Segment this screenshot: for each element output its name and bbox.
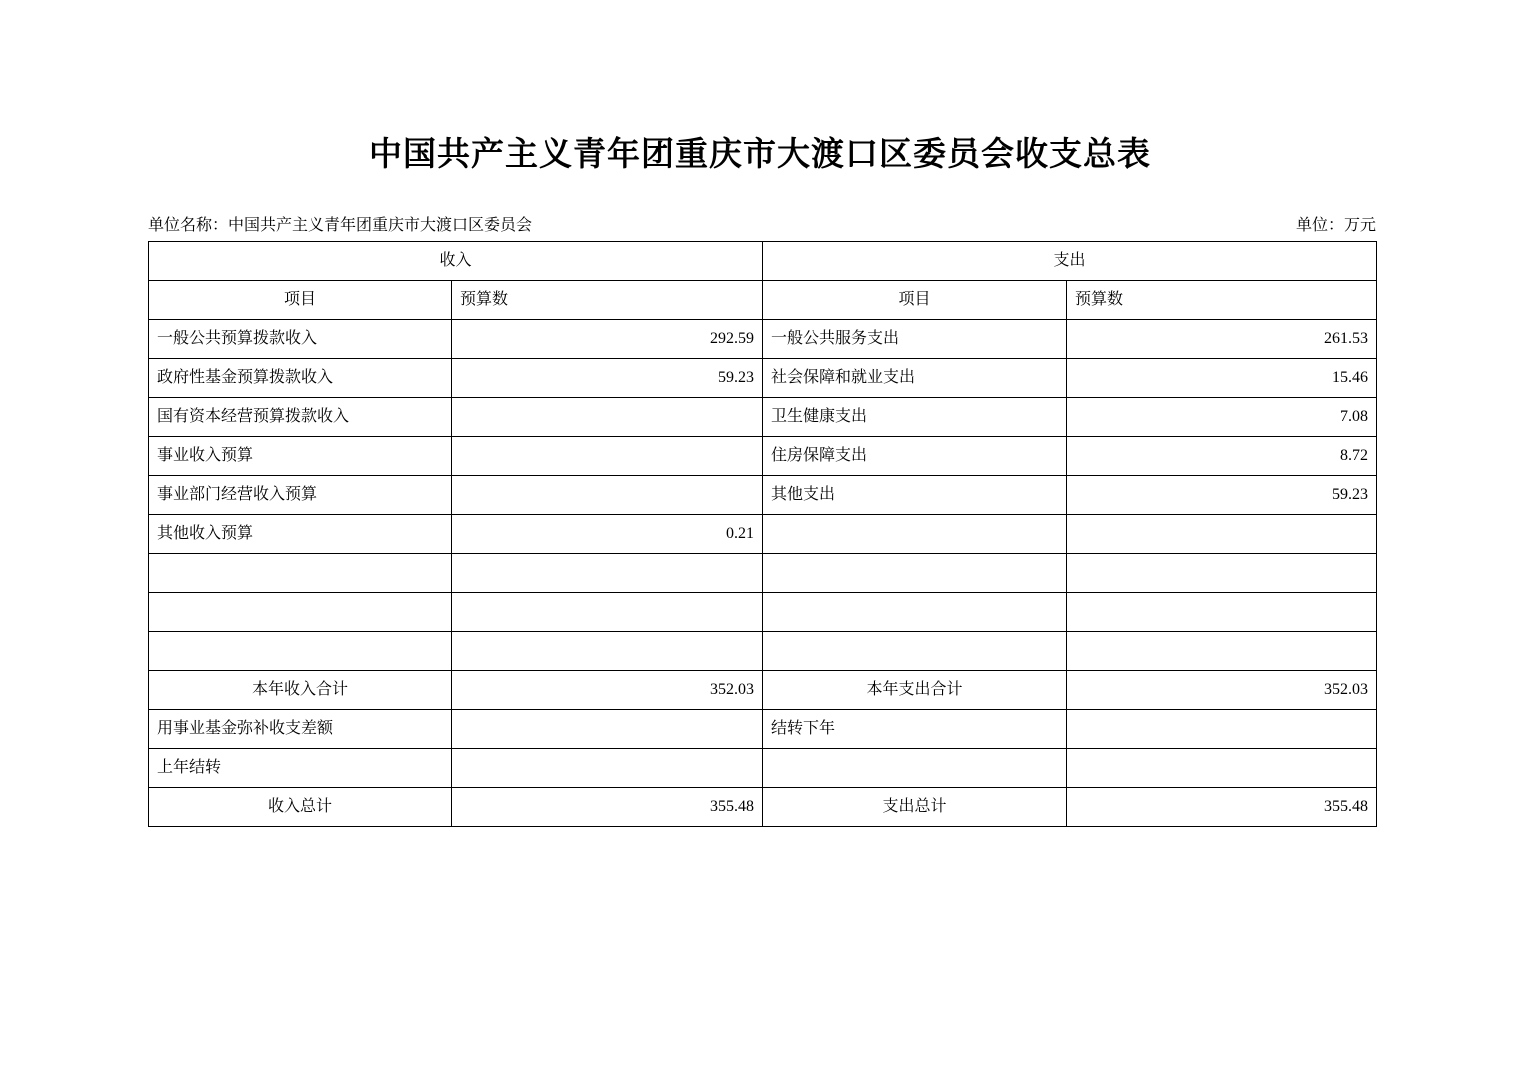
table-row-total	[149, 788, 1377, 827]
income-item: 一般公共预算拨款收入	[149, 320, 452, 359]
expenditure-item: 卫生健康支出	[763, 398, 1067, 437]
expenditure-item	[763, 515, 1067, 554]
expenditure-item: 住房保障支出	[763, 437, 1067, 476]
table-row-subtotal	[149, 671, 1377, 710]
income-value	[452, 398, 763, 437]
expenditure-item	[763, 632, 1067, 671]
expenditure-value	[1067, 710, 1377, 749]
income-value: 0.21	[452, 515, 763, 554]
income-value	[452, 632, 763, 671]
expenditure-value	[1067, 593, 1377, 632]
income-value: 355.48	[452, 788, 763, 827]
table-row	[149, 710, 1377, 749]
income-value	[452, 749, 763, 788]
expenditure-item	[763, 554, 1067, 593]
income-item: 本年收入合计	[149, 671, 452, 710]
income-value	[452, 710, 763, 749]
income-item: 政府性基金预算拨款收入	[149, 359, 452, 398]
table-row	[149, 476, 1377, 515]
income-item: 事业收入预算	[149, 437, 452, 476]
unit-name	[148, 212, 532, 235]
page-title: 中国共产主义青年团重庆市大渡口区委员会收支总表	[369, 137, 1151, 173]
expenditure-item: 其他支出	[763, 476, 1067, 515]
income-item: 国有资本经营预算拨款收入	[149, 398, 452, 437]
expenditure-item: 结转下年	[763, 710, 1067, 749]
table-row	[149, 437, 1377, 476]
table-row	[149, 398, 1377, 437]
unit-name-value: 中国共产主义青年团重庆市大渡口区委员会	[228, 217, 533, 234]
income-item: 事业部门经营收入预算	[149, 476, 452, 515]
expenditure-value: 59.23	[1067, 476, 1377, 515]
table-row	[149, 515, 1377, 554]
income-item	[149, 593, 452, 632]
expenditure-value	[1067, 632, 1377, 671]
meta-row	[148, 212, 1376, 236]
column-header-income-item: 项目	[149, 281, 452, 320]
expenditure-value: 7.08	[1067, 398, 1377, 437]
table-column-header-row	[149, 281, 1377, 320]
income-value	[452, 437, 763, 476]
income-item: 用事业基金弥补收支差额	[149, 710, 452, 749]
income-value	[452, 476, 763, 515]
table-group-header-row	[149, 242, 1377, 281]
table-row	[149, 749, 1377, 788]
column-header-income-value: 预算数	[452, 281, 763, 320]
expenditure-item: 社会保障和就业支出	[763, 359, 1067, 398]
table-row	[149, 554, 1377, 593]
table-row	[149, 359, 1377, 398]
group-header-income: 收入	[149, 242, 763, 281]
budget-summary-table	[148, 241, 1377, 827]
income-value: 292.59	[452, 320, 763, 359]
expenditure-item	[763, 749, 1067, 788]
expenditure-item	[763, 593, 1067, 632]
expenditure-item: 支出总计	[763, 788, 1067, 827]
expenditure-value: 15.46	[1067, 359, 1377, 398]
expenditure-value: 8.72	[1067, 437, 1377, 476]
expenditure-item: 本年支出合计	[763, 671, 1067, 710]
unit-name-label: 单位名称：	[148, 217, 229, 234]
expenditure-value: 352.03	[1067, 671, 1377, 710]
table-row	[149, 593, 1377, 632]
expenditure-value	[1067, 515, 1377, 554]
income-item: 上年结转	[149, 749, 452, 788]
income-value: 59.23	[452, 359, 763, 398]
income-item	[149, 632, 452, 671]
column-header-expenditure-value: 预算数	[1067, 281, 1377, 320]
income-value	[452, 554, 763, 593]
column-header-expenditure-item: 项目	[763, 281, 1067, 320]
expenditure-value: 355.48	[1067, 788, 1377, 827]
expenditure-value: 261.53	[1067, 320, 1377, 359]
income-value	[452, 593, 763, 632]
income-item: 其他收入预算	[149, 515, 452, 554]
income-value: 352.03	[452, 671, 763, 710]
expenditure-value	[1067, 749, 1377, 788]
table-row	[149, 320, 1377, 359]
expenditure-value	[1067, 554, 1377, 593]
group-header-expenditure: 支出	[763, 242, 1377, 281]
amount-unit: 单位：万元	[1295, 217, 1376, 234]
table-row	[149, 632, 1377, 671]
expenditure-item: 一般公共服务支出	[763, 320, 1067, 359]
income-item	[149, 554, 452, 593]
income-item: 收入总计	[149, 788, 452, 827]
